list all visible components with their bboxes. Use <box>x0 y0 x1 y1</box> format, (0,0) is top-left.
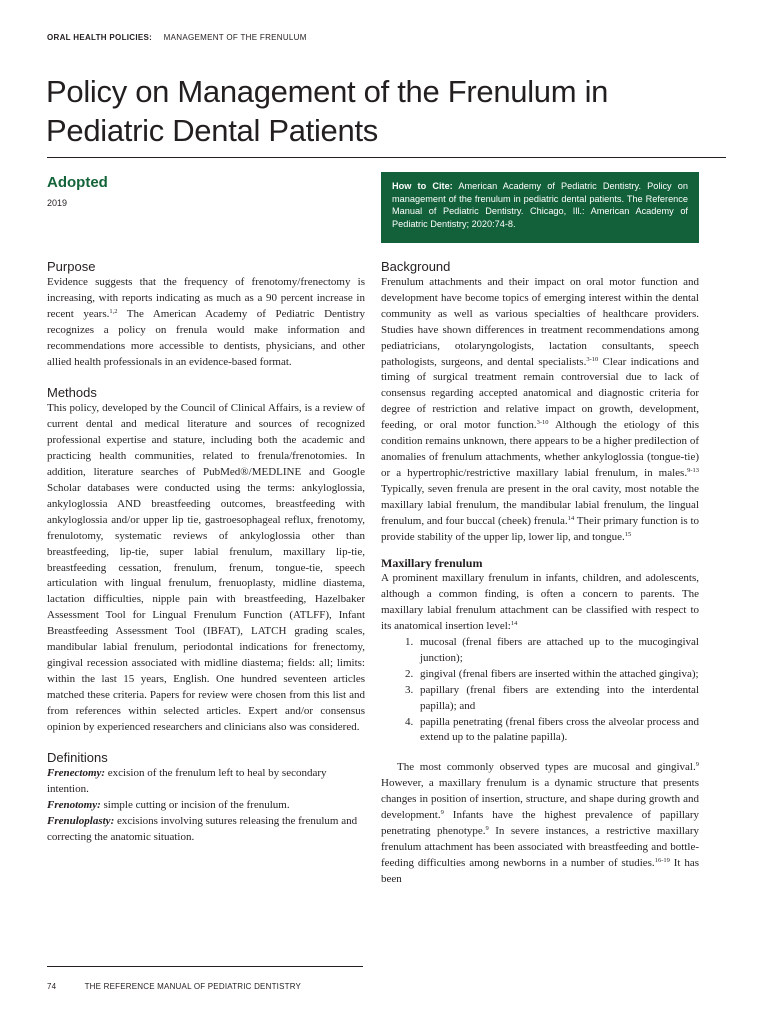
list-item: 1. mucosal (frenal fibers are attached up to the mucogingival junction); <box>405 636 699 664</box>
title-line-2: Pediatric Dental Patients <box>46 113 378 148</box>
citation-ref: 15 <box>624 530 632 538</box>
title-line-1: Policy on Management of the Frenulum in <box>46 74 609 109</box>
insertion-level-list <box>381 635 699 746</box>
citation-ref: 1,2 <box>109 307 118 315</box>
definition-frenuloplasty: Frenuloplasty: excisions involving sutures releasing the frenulum and correcting the anatomic situation. <box>47 815 358 844</box>
page-title <box>46 72 726 150</box>
citation-ref: 3-10 <box>536 419 549 427</box>
running-head-section: ORAL HEALTH POLICIES: <box>47 33 153 42</box>
page-footer <box>47 982 301 991</box>
right-column <box>381 258 699 888</box>
definition-frenotomy: Frenotomy: simple cutting or incision of the frenulum. <box>47 799 290 812</box>
citation-ref: 9 <box>440 809 444 817</box>
methods-heading: Methods <box>47 385 97 401</box>
left-column <box>47 258 365 846</box>
definition-term: Frenuloplasty: <box>47 815 115 828</box>
how-to-cite-box <box>381 172 699 243</box>
citation-ref: 16-19 <box>654 856 670 864</box>
citation-ref: 9-13 <box>687 466 699 474</box>
citation-ref: 9 <box>485 825 489 832</box>
maxillary-frenulum-heading: Maxillary frenulum <box>381 556 483 571</box>
list-item: 2. gingival (frenal fibers are inserted within the attached gingiva); <box>405 667 699 680</box>
definition-term: Frenotomy: <box>47 799 101 812</box>
footer-divider <box>47 966 363 967</box>
purpose-heading: Purpose <box>47 259 96 274</box>
adopted-year: 2019 <box>47 198 68 208</box>
maxillary-types-paragraph: The most commonly observed types are mucosal and gingival.$^9$ However, a maxillary frenulum is a dynamic structure that presents changes in position of insertion, structure, and shape during growth and development.$^9$ Infants have the highest prevalence of papillary penetrating phenotype.$^9$ In severe instances, a restrictive maxillary frenulum attachment has been associated with breastfeeding and bottle-feeding difficulties among newborns in a number of studies.$^{16-19}$ It has been <box>381 761 699 885</box>
list-item: 3. papillary (frenal fibers are extending into the interdental papilla); and <box>405 683 699 712</box>
citation-ref: 3-10 <box>586 355 599 363</box>
adopted-heading: Adopted <box>47 174 108 191</box>
citation-ref: 14 <box>510 620 518 628</box>
running-head-topic: MANAGEMENT OF THE FRENULUM <box>163 33 307 42</box>
methods-paragraph: This policy, developed by the Council of Clinical Affairs, is a review of current dental and medical literature and sources of recognized professional expertise and stature, including both the academic and practicing health communities, related to frenula/frenotomies. In addition, literature searches of PubMed®/MEDLINE and Google Scholar databases were conducted using the terms: ankyloglossia, ankyloglossia AND breastfeeding outcomes, breastfeeding with ankyloglossia and/or upper lip tie, gastroesophageal reflux, frenotomy, frenulotomy, systematic reviews of ankyloglossia other than breastfeeding, lip-tie, super labial frenulum, maxillary lip-tie, breastfeeding cessation, frenulum, frenum, tongue-tie, speech articulation with lingual frenulum, frenuoplasty, midline diastema, lactation difficulties, nipple pain with breastfeeding, Hazelbaker Assessment Tool for Lingual Frenulum Function (ATLFF), Infant Breastfeeding Assessment Tool (IBFAT), LATCH grading scales, mandibular labial frenulum, periodontal indications for frenectomy, gingival recession associated with midline diastema; fields: all; limits: within the last 15 years, English. One hundred seventeen articles matched these criteria. Papers for review were chosen from this list and from references within selected articles. Expert and/or consensus opinion by experienced researchers and clinicians also was considered. <box>47 402 365 733</box>
background-heading: Background <box>381 259 451 274</box>
title-divider <box>47 157 726 158</box>
how-to-cite-label: How to Cite: <box>392 181 453 191</box>
purpose-paragraph: Evidence suggests that the frequency of frenotomy/frenectomy is increasing, with reports indicating as much as a 90 percent increase in recent years.$^{1,2}$ The American Academy of Pediatric Dentistry recognizes a policy on frenula would make information and recommendations more accessible to dentists, physicians, and other allied health professionals in an evidence-based format. <box>47 276 366 368</box>
background-paragraph: Frenulum attachments and their impact on oral motor function and development have become topics of emerging interest within the dental community as well as various specialties of healthcare providers. Studies have shown differences in treatment recommendations among pediatricians, otolaryngologists, lactation consultants, speech pathologists, surgeons, and dental specialists.$^{3-10}$ Clear indications and timing of surgical treatment remain controversial due to lack of consensus regarding accepted anatomical and diagnostic criteria for degree of restriction and relative impact on growth, development, feeding, or oral motor function.$^{3-10}$ Although the etiology of this condition remains unknown, there appears to be a higher predilection of anomalies of frenulum attachments, whether ankyloglossia (tongue-tie) or a hypertrophic/restrictive maxillary labial frenulum, in males.$^{9-13}$ Typically, seven frenula are present in the oral cavity, most notable the maxillary labial frenulum, the mandibular labial frenulum, the lingual frenulum, and four buccal (cheek) frenula.$^{14}$ Their primary function is to provide stability of the upper lip, lower lip, and tongue.$^{15}$ <box>381 276 700 543</box>
list-item: 4. papilla penetrating (frenal fibers cross the alveolar process and extend up to the palatine papilla). <box>405 715 699 744</box>
publication-name: THE REFERENCE MANUAL OF PEDIATRIC DENTISTRY <box>84 982 302 991</box>
definitions-heading: Definitions <box>47 750 108 766</box>
maxillary-intro-paragraph: A prominent maxillary frenulum in infants, children, and adolescents, although a common finding, is often a concern to parents. The maxillary labial frenulum attachment can be classified with respect to its anatomical insertion level:$^{14}$ <box>381 572 699 633</box>
definition-term: Frenectomy: <box>47 767 106 780</box>
page-number: 74 <box>47 982 57 991</box>
definition-frenectomy: Frenectomy: excision of the frenulum left to heal by secondary intention. <box>47 767 327 796</box>
running-head <box>47 33 307 42</box>
citation-ref: 9 <box>695 761 699 769</box>
how-to-cite-text: American Academy of Pediatric Dentistry. Policy on management of the frenulum in pediatric dental patients. The Reference Manual of Pediatric Dentistry. Chicago, Ill.: American Academy of Pediatric Dentistry; 2020:74-8. <box>392 181 688 229</box>
citation-ref: 14 <box>567 514 575 522</box>
